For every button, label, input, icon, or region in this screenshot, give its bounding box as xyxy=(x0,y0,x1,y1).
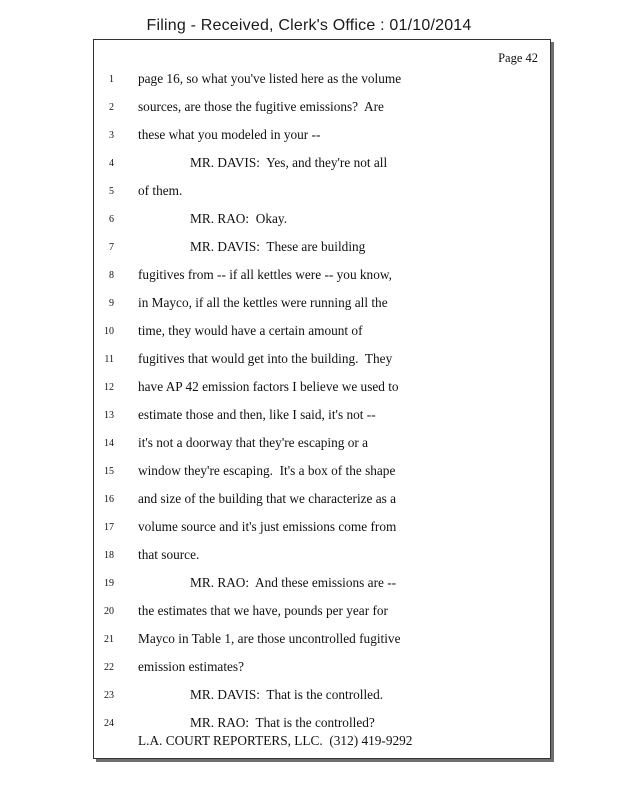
line-number: 13 xyxy=(104,410,114,421)
line-number: 3 xyxy=(109,130,114,141)
line-text: MR. DAVIS: Yes, and they're not all xyxy=(190,155,388,170)
transcript-page xyxy=(93,39,551,759)
line-number: 17 xyxy=(104,522,114,533)
line-text: page 16, so what you've listed here as the volume xyxy=(138,71,402,86)
line-text: MR. RAO: And these emissions are -- xyxy=(190,575,397,590)
line-text: fugitives that would get into the building. They xyxy=(138,351,393,366)
line-number: 20 xyxy=(104,606,114,617)
court-reporter-footer: L.A. COURT REPORTERS, LLC. (312) 419-9292 xyxy=(138,733,413,748)
line-number: 12 xyxy=(104,382,114,393)
transcript-line xyxy=(94,714,534,734)
line-text: that source. xyxy=(138,547,200,562)
transcript-line xyxy=(94,574,534,594)
line-text: MR. RAO: That is the controlled? xyxy=(190,715,375,730)
transcript-line xyxy=(94,294,534,314)
line-text: fugitives from -- if all kettles were -- you know, xyxy=(138,267,392,282)
line-number: 8 xyxy=(109,270,114,281)
line-text: MR. DAVIS: These are building xyxy=(190,239,366,254)
transcript-line xyxy=(94,406,534,426)
line-number: 1 xyxy=(109,74,114,85)
line-text: MR. DAVIS: That is the controlled. xyxy=(190,687,384,702)
line-text: MR. RAO: Okay. xyxy=(190,211,288,226)
transcript-line xyxy=(94,462,534,482)
line-text: emission estimates? xyxy=(138,659,244,674)
page-number: Page 42 xyxy=(498,51,538,65)
line-number: 11 xyxy=(104,354,114,365)
line-number: 16 xyxy=(104,494,114,505)
line-text: estimate those and then, like I said, it's not -- xyxy=(138,407,376,422)
filing-stamp: Filing - Received, Clerk's Office : 01/10/2014 xyxy=(146,17,472,34)
transcript-line xyxy=(94,70,534,90)
transcript-line xyxy=(94,602,534,622)
transcript-line xyxy=(94,126,534,146)
line-number: 22 xyxy=(104,662,114,673)
line-number: 24 xyxy=(104,718,114,729)
line-number: 15 xyxy=(104,466,114,477)
line-number: 9 xyxy=(109,298,114,309)
line-text: in Mayco, if all the kettles were running all the xyxy=(138,295,388,310)
transcript-line xyxy=(94,210,534,230)
line-number: 14 xyxy=(104,438,114,449)
line-text: time, they would have a certain amount of xyxy=(138,323,363,338)
line-number: 23 xyxy=(104,690,114,701)
transcript-line xyxy=(94,238,534,258)
line-text: have AP 42 emission factors I believe we used to xyxy=(138,379,399,394)
line-text: volume source and it's just emissions come from xyxy=(138,519,397,534)
transcript-line xyxy=(94,378,534,398)
line-number: 2 xyxy=(109,102,114,113)
transcript-line xyxy=(94,546,534,566)
transcript-line xyxy=(94,322,534,342)
transcript-line xyxy=(94,658,534,678)
line-text: and size of the building that we characterize as a xyxy=(138,491,397,506)
line-number: 10 xyxy=(104,326,114,337)
line-text: these what you modeled in your -- xyxy=(138,127,321,142)
line-number: 4 xyxy=(109,158,114,169)
transcript-line xyxy=(94,686,534,706)
line-text: of them. xyxy=(138,183,183,198)
line-number: 21 xyxy=(104,634,114,645)
line-number: 6 xyxy=(109,214,114,225)
transcript-line xyxy=(94,182,534,202)
transcript-line xyxy=(94,154,534,174)
line-number: 7 xyxy=(109,242,114,253)
line-text: it's not a doorway that they're escaping or a xyxy=(138,435,369,450)
line-number: 5 xyxy=(109,186,114,197)
line-text: sources, are those the fugitive emissions? Are xyxy=(138,99,384,114)
transcript-line xyxy=(94,350,534,370)
line-number: 18 xyxy=(104,550,114,561)
transcript-line xyxy=(94,518,534,538)
transcript-line xyxy=(94,630,534,650)
line-number: 19 xyxy=(104,578,114,589)
transcript-line xyxy=(94,434,534,454)
line-text: the estimates that we have, pounds per year for xyxy=(138,603,388,618)
transcript-line xyxy=(94,266,534,286)
line-text: Mayco in Table 1, are those uncontrolled fugitive xyxy=(138,631,401,646)
transcript-line xyxy=(94,490,534,510)
line-text: window they're escaping. It's a box of the shape xyxy=(138,463,396,478)
transcript-line xyxy=(94,98,534,118)
